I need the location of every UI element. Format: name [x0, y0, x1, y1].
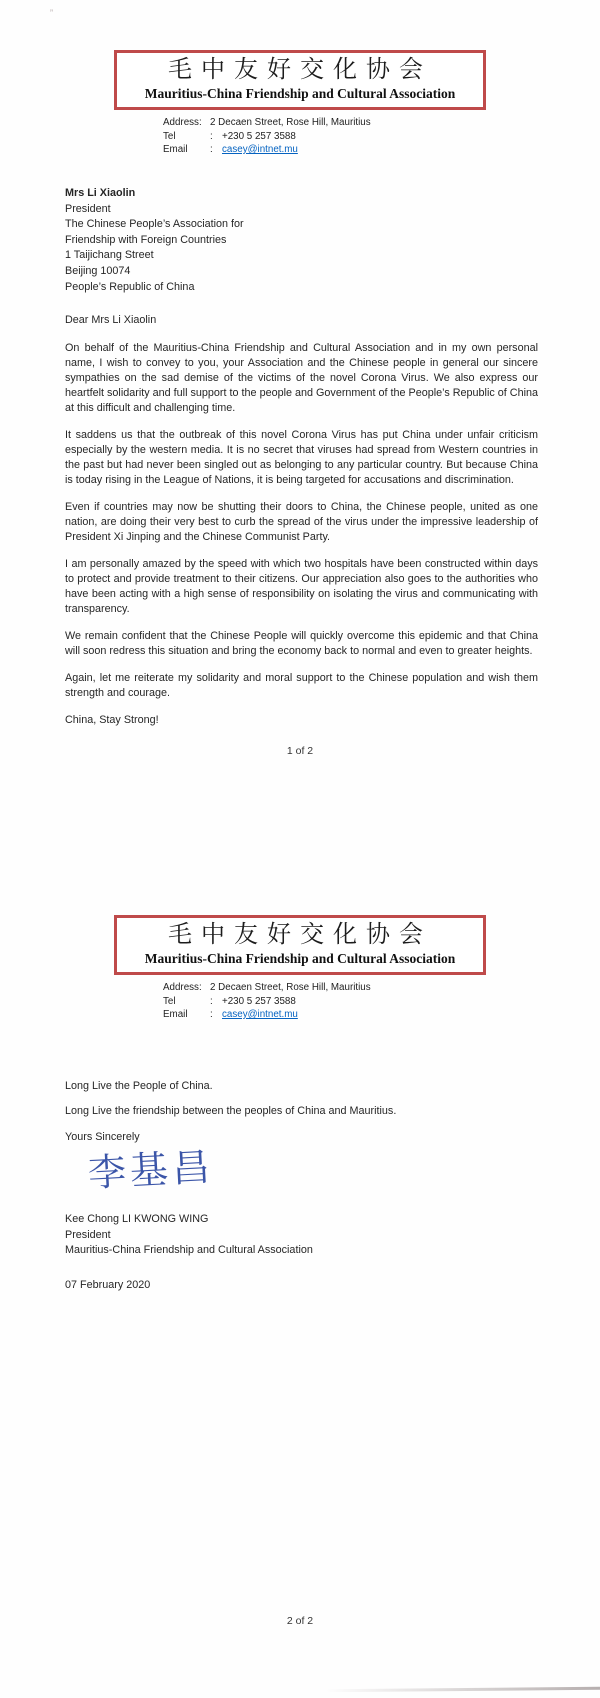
recipient-org-line-2: Friendship with Foreign Countries — [65, 233, 227, 246]
body-paragraph-4: I am personally amazed by the speed with which two hospitals have been constructed within days to protect and provide treatment to their citizens. Our appreciation also goes to the authorities who have been acting with a high sense of responsibility on isolating the virus and communicating with transparency. — [65, 558, 538, 615]
signatory-name: Kee Chong LI KWONG WING — [65, 1213, 209, 1225]
signatory-block — [65, 1212, 538, 1259]
recipient-title: President — [65, 202, 111, 215]
scan-artifact-mark: ” — [50, 8, 53, 18]
signatory-title: President — [65, 1228, 111, 1241]
letterhead-english-title: Mauritius-China Friendship and Cultural Association — [144, 86, 456, 101]
long-live-line-1: Long Live the People of China. — [65, 1080, 213, 1092]
recipient-address-block — [65, 186, 538, 295]
letterhead-english-title-page2: Mauritius-China Friendship and Cultural Association — [144, 951, 456, 966]
address-label-page2: Address: — [163, 982, 202, 993]
recipient-org-line-1: The Chinese People’s Association for — [65, 218, 244, 231]
tel-label: Tel — [163, 130, 176, 142]
letterhead-box — [114, 50, 486, 110]
address-value-page2: 2 Decaen Street, Rose Hill, Mauritius — [210, 982, 371, 993]
letterhead-box-page2 — [114, 915, 486, 975]
tel-separator-page2: : — [210, 995, 213, 1007]
body-paragraph-6: Again, let me reiterate my solidarity and moral support to the Chinese population and wish them strength and courage. — [65, 672, 538, 699]
closing-exclamation: China, Stay Strong! — [65, 714, 159, 726]
valediction: Yours Sincerely — [65, 1131, 140, 1143]
tel-label-page2: Tel — [163, 995, 176, 1007]
tel-separator: : — [210, 130, 213, 142]
email-link[interactable]: casey@intnet.mu — [222, 144, 298, 155]
letter-page-2 — [0, 850, 600, 1698]
letterhead-chinese-title-page2: 毛中友好交化协会 — [168, 922, 432, 948]
letter-body — [65, 341, 538, 740]
address-value: 2 Decaen Street, Rose Hill, Mauritius — [210, 117, 371, 128]
email-link-page2[interactable]: casey@intnet.mu — [222, 1009, 298, 1020]
recipient-city: Beijing 10074 — [65, 264, 131, 277]
letterhead-contact-block-page2 — [163, 981, 371, 1022]
page-number-1: 1 of 2 — [286, 745, 314, 757]
page-number-2: 2 of 2 — [286, 1615, 314, 1627]
long-live-line-2: Long Live the friendship between the peoples of China and Mauritius. — [65, 1105, 397, 1117]
tel-value-page2: +230 5 257 3588 — [222, 995, 296, 1007]
email-label-page2: Email — [163, 1009, 188, 1020]
letterhead-contact-block — [163, 116, 371, 157]
handwritten-signature: 李基昌 — [86, 1146, 216, 1196]
letter-date: 07 February 2020 — [65, 1279, 151, 1291]
tel-value: +230 5 257 3588 — [222, 130, 296, 142]
body-paragraph-2: It saddens us that the outbreak of this novel Corona Virus has put China under unfair criticism especially by the western media. It is no secret that viruses had spread from Western countries in the past but had never been singled out as belonging to any particular country. But because China is today rising in the League of Nations, it is being targeted for accusations and discrimination. — [65, 429, 538, 486]
recipient-street: 1 Taijichang Street — [65, 249, 154, 262]
scan-edge-shadow — [325, 1687, 600, 1692]
recipient-name: Mrs Li Xiaolin — [65, 187, 136, 199]
body-paragraph-1: On behalf of the Mauritius-China Friendship and Cultural Association and in my own personal name, I wish to convey to you, your Association and the Chinese people in general our sincere sympathies on the sad demise of the victims of the novel Corona Virus. We also express our heartfelt solidarity and full support to the people and Government of the People’s Republic of China at this difficult and challenging time. — [65, 342, 538, 414]
letterhead-chinese-title: 毛中友好交化协会 — [168, 57, 432, 83]
body-paragraph-3: Even if countries may now be shutting their doors to China, the Chinese people, united as one nation, are doing their very best to curb the spread of the virus under the impressive leadership of President Xi Jinping and the Chinese Communist Party. — [65, 501, 538, 543]
email-separator: : — [210, 144, 213, 155]
recipient-country: People’s Republic of China — [65, 280, 195, 293]
body-paragraph-5: We remain confident that the Chinese People will quickly overcome this epidemic and that China will soon redress this situation and bring the economy back to normal and even to greater heights. — [65, 630, 538, 657]
email-separator-page2: : — [210, 1009, 213, 1020]
address-label: Address: — [163, 117, 202, 128]
salutation: Dear Mrs Li Xiaolin — [65, 314, 157, 326]
signatory-org: Mauritius-China Friendship and Cultural Association — [65, 1244, 313, 1257]
email-label: Email — [163, 144, 188, 155]
